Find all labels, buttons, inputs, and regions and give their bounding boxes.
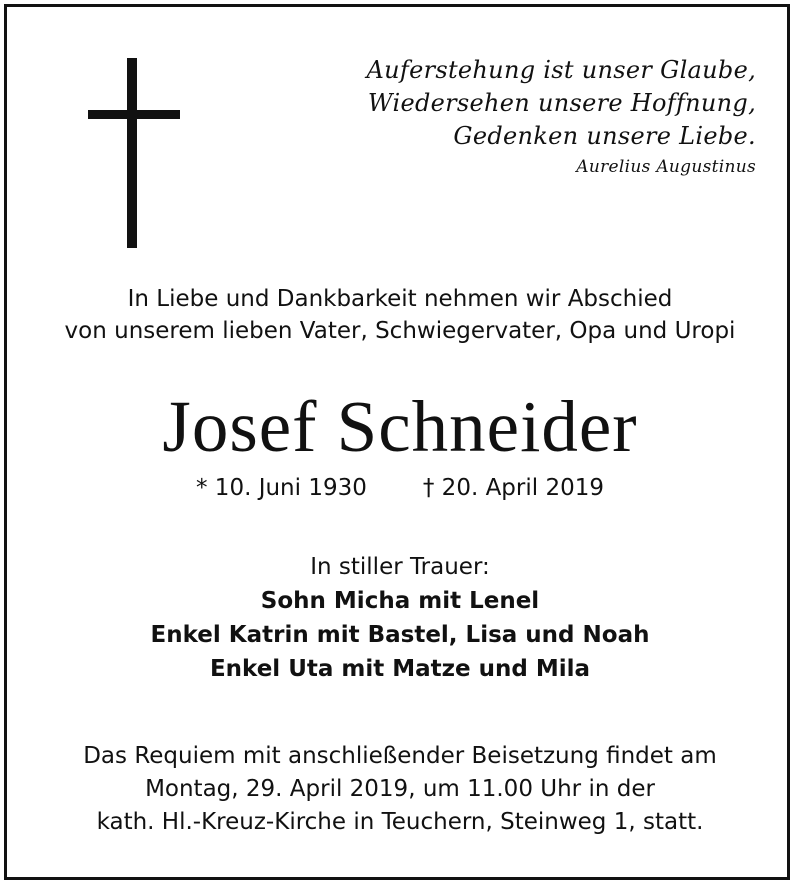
birth-date: * 10. Juni 1930 xyxy=(196,475,367,501)
farewell-text xyxy=(0,283,800,347)
mourner-line: Sohn Micha mit Lenel xyxy=(260,588,540,614)
mourners-list xyxy=(0,584,800,686)
mourner-line: Enkel Katrin mit Bastel, Lisa und Noah xyxy=(150,622,650,648)
cross-horizontal-bar xyxy=(88,110,180,119)
service-line: Montag, 29. April 2019, um 11.00 Uhr in der xyxy=(145,776,655,802)
farewell-line: von unserem lieben Vater, Schwiegervater, Opa und Uropi xyxy=(64,318,736,344)
mourner-line: Enkel Uta mit Matze und Mila xyxy=(209,656,591,682)
service-line: kath. Hl.-Kreuz-Kirche in Teuchern, Steinweg 1, statt. xyxy=(96,809,704,835)
quote-line: Gedenken unsere Liebe. xyxy=(453,122,756,150)
death-date: † 20. April 2019 xyxy=(422,475,604,501)
quote-line: Auferstehung ist unser Glaube, xyxy=(366,56,756,84)
quote-block xyxy=(276,54,756,181)
life-dates xyxy=(0,473,800,503)
farewell-line: In Liebe und Dankbarkeit nehmen wir Abschied xyxy=(127,286,673,312)
cross-vertical-bar xyxy=(127,58,137,248)
mourning-heading: In stiller Trauer: xyxy=(310,554,490,580)
service-info xyxy=(0,740,800,839)
service-line: Das Requiem mit anschließender Beisetzung findet am xyxy=(83,743,717,769)
deceased-name: Josef Schneider xyxy=(162,386,638,467)
quote-author: Aurelius Augustinus xyxy=(576,157,756,177)
quote-line: Wiedersehen unsere Hoffnung, xyxy=(367,89,756,117)
